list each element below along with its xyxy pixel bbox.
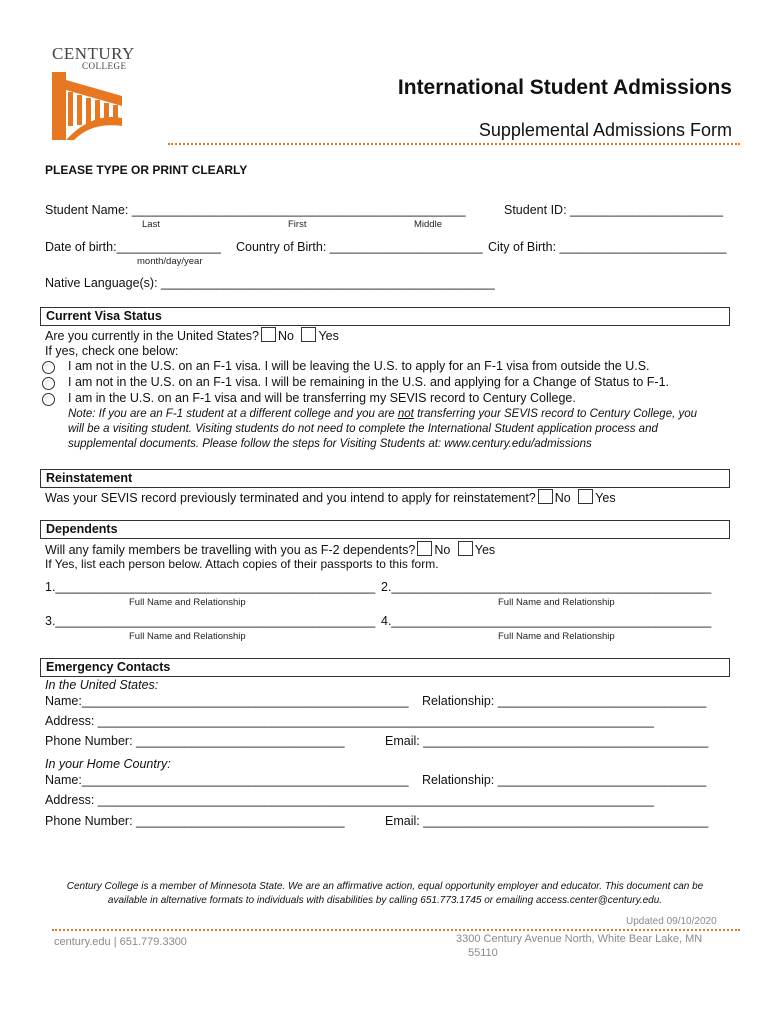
dependents-yes-checkbox[interactable] [458,541,473,556]
dependent-1-field[interactable]: 1.______________________________________________ [45,580,376,594]
date-of-birth-field[interactable]: Date of birth:_______________ [45,240,221,254]
visiting-student-note-line3: supplemental documents. Please follow the steps for Visiting Students at: www.century.edu/admissions [68,438,592,450]
yes-label: Yes [474,543,496,557]
yes-label: Yes [318,329,339,343]
updated-date: Updated 09/10/2020 [626,916,717,927]
visiting-student-note-line2: will be a visiting student. Visiting students do not need to complete the International Student application process and [68,423,658,435]
dependent-4-sub-label: Full Name and Relationship [498,631,615,642]
visiting-student-note [68,408,697,420]
section-header-visa [40,307,730,326]
note-text: Note: If you are an F-1 student at a different college and you are [68,408,398,420]
home-contact-address-field[interactable]: Address: ________________________________________________________________________________ [45,793,654,807]
footer-contact: century.edu | 651.779.3300 [54,936,187,948]
home-contact-name-field[interactable]: Name:_______________________________________________ [45,773,409,787]
equal-opportunity-statement-line2: available in alternative formats to individuals with disabilities by calling 651.773.1745 or emailing access.center@century.edu. [107,895,663,906]
native-language-field[interactable]: Native Language(s): ________________________________________________ [45,276,495,290]
dependents-no-checkbox[interactable] [417,541,432,556]
dependent-2-sub-label: Full Name and Relationship [498,597,615,608]
dependents-instruction: If Yes, list each person below. Attach copies of their passports to this form. [45,557,439,571]
us-contact-name-field[interactable]: Name:_______________________________________________ [45,694,409,708]
home-contact-relationship-field[interactable]: Relationship: ______________________________ [422,773,707,787]
form-subtitle: Supplemental Admissions Form [478,120,732,140]
visa-option-3-label: I am in the U.S. on an F-1 visa and will be transferring my SEVIS record to Century College. [68,391,576,405]
in-us-no-checkbox[interactable] [261,327,276,342]
no-label: No [434,543,451,557]
dependents-question-row [45,541,495,557]
reinstatement-no-checkbox[interactable] [538,489,553,504]
page-title: International Student Admissions [397,76,732,99]
us-contact-email-field[interactable]: Email: _________________________________________ [385,734,709,748]
equal-opportunity-statement-line1: Century College is a member of Minnesota State. We are an affirmative action, equal opportunity employer and educator. This document can be [66,881,704,892]
us-contact-phone-field[interactable]: Phone Number: ______________________________ [45,734,345,748]
section-title: Current Visa Status [46,309,162,323]
no-label: No [278,329,294,343]
header-divider [168,143,740,145]
home-contact-heading: In your Home Country: [45,757,171,771]
section-title: Reinstatement [46,471,133,485]
question-text: Was your SEVIS record previously terminated and you intend to apply for reinstatement? [45,491,536,505]
reinstatement-yes-checkbox[interactable] [578,489,593,504]
reinstatement-question-row [45,489,616,505]
student-name-field[interactable]: Student Name: ________________________________________________ [45,203,466,217]
footer-address-line1: 3300 Century Avenue North, White Bear Lake, MN [456,933,703,945]
section-title: Emergency Contacts [46,660,171,674]
question-text: Will any family members be travelling with you as F-2 dependents? [45,543,416,557]
in-us-yes-checkbox[interactable] [301,327,316,342]
visa-option-3-radio[interactable] [42,393,55,406]
sub-label-first: First [288,219,307,230]
us-contact-heading: In the United States: [45,678,159,692]
in-us-question-row [45,327,339,343]
city-of-birth-field[interactable]: City of Birth: ________________________ [488,240,727,254]
note-emphasis: not [397,408,414,420]
logo-text-century: CENTURY [52,44,135,63]
sub-label-middle: Middle [414,219,442,230]
visa-option-2-label: I am not in the U.S. on an F-1 visa. I will be remaining in the U.S. and applying for a Change of Status to F-1. [68,375,670,389]
us-contact-relationship-field[interactable]: Relationship: ______________________________ [422,694,707,708]
dependent-2-field[interactable]: 2.______________________________________________ [381,580,712,594]
check-one-instruction: If yes, check one below: [45,344,179,358]
visa-option-1-label: I am not in the U.S. on an F-1 visa. I will be leaving the U.S. to apply for an F-1 visa from outside the U.S. [68,359,650,373]
dependent-3-field[interactable]: 3.______________________________________________ [45,614,376,628]
section-header-emergency [40,658,730,677]
home-contact-email-field[interactable]: Email: _________________________________________ [385,814,709,828]
yes-label: Yes [595,491,616,505]
dependent-1-sub-label: Full Name and Relationship [129,597,246,608]
sub-label-dob: month/day/year [137,256,203,267]
no-label: No [554,491,571,505]
visa-option-1-radio[interactable] [42,361,55,374]
section-title: Dependents [46,522,118,536]
note-text: transferring your SEVIS record to Century College, you [413,408,698,420]
dependent-3-sub-label: Full Name and Relationship [129,631,246,642]
country-of-birth-field[interactable]: Country of Birth: ______________________ [236,240,483,254]
instruction-text: PLEASE TYPE OR PRINT CLEARLY [45,163,248,177]
question-text: Are you currently in the United States? [45,329,260,343]
section-header-reinstatement [40,469,730,488]
student-id-field[interactable]: Student ID: ______________________ [504,203,723,217]
us-contact-address-field[interactable]: Address: ________________________________________________________________________________ [45,714,654,728]
logo-text-college: COLLEGE [82,61,127,71]
dependent-4-field[interactable]: 4.______________________________________________ [381,614,712,628]
section-header-dependents [40,520,730,539]
sub-label-last: Last [142,219,160,230]
footer-address-line2: 55110 [468,947,498,959]
building-logo-icon [52,72,124,142]
visa-option-2-radio[interactable] [42,377,55,390]
footer-divider [52,929,740,931]
home-contact-phone-field[interactable]: Phone Number: ______________________________ [45,814,345,828]
